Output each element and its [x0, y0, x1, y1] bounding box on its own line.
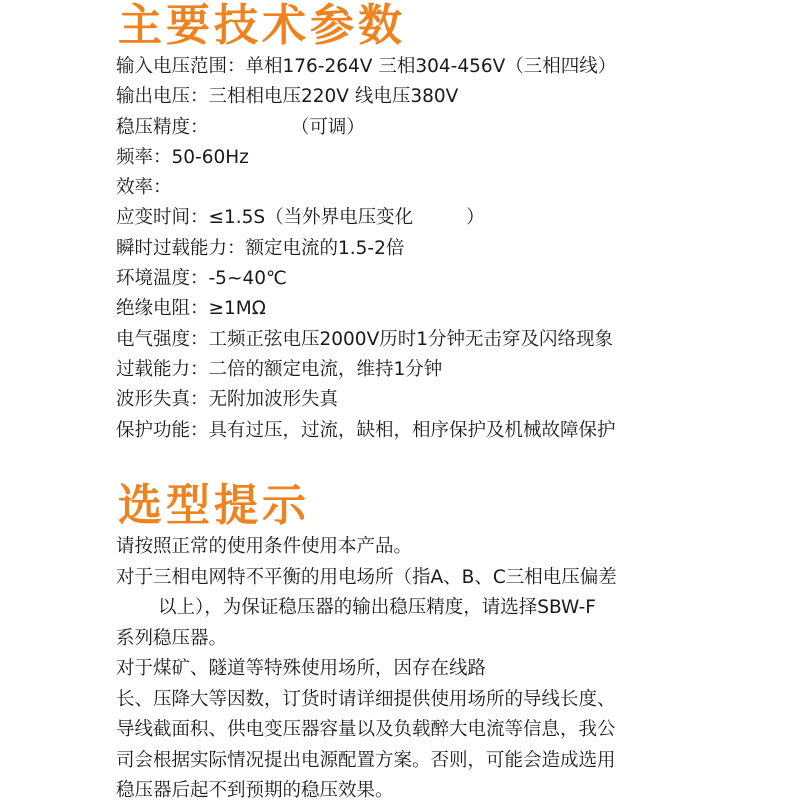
- spec-regulation-accuracy: 稳压精度： （可调）: [116, 116, 365, 138]
- spec-dielectric-strength: 电气强度：工频正弦电压2000V历时1分钟无击穿及闪络现象: [116, 328, 614, 350]
- spec-efficiency: 效率：: [116, 177, 172, 199]
- tip-line: 长、压降大等因数，订货时请详细提供使用场所的导线长度、: [116, 688, 616, 710]
- spec-waveform-distortion: 波形失真：无附加波形失真: [116, 389, 339, 411]
- spec-input-voltage: 输入电压范围：单相176-264V 三相304-456V（三相四线）: [116, 56, 617, 77]
- tip-line: 对于三相电网特不平衡的用电场所（指A、B、C三相电压偏差: [116, 566, 617, 588]
- spec-insulation-resistance: 绝缘电阻：≥1MΩ: [116, 298, 266, 320]
- tip-line: 司会根据实际情况提出电源配置方案。否则，可能会造成选用: [116, 749, 616, 771]
- section-title-specs: 主要技术参数: [118, 0, 406, 51]
- tip-line: 系列稳压器。: [116, 627, 228, 649]
- spec-output-voltage: 输出电压：三相相电压220V 线电压380V: [116, 86, 459, 108]
- tip-line: 请按照正常的使用条件使用本产品。: [116, 536, 413, 557]
- spec-protection: 保护功能：具有过压，过流，缺相，相序保护及机械故障保护: [116, 419, 616, 441]
- section-title-selection: 选型提示: [118, 480, 310, 531]
- spec-ambient-temperature: 环境温度：-5~40℃: [116, 268, 287, 290]
- tip-line: 对于煤矿、隧道等特殊使用场所，因存在线路: [116, 658, 487, 679]
- spec-instant-overload: 瞬时过载能力：额定电流的1.5-2倍: [116, 237, 405, 259]
- spec-response-time: 应变时间：≤1.5S（当外界电压变化 ）: [116, 207, 485, 229]
- tip-line: 以上），为保证稳压器的输出稳压精度，请选择SBW-F: [158, 597, 596, 618]
- selection-tips: [116, 532, 617, 807]
- tip-line: 导线截面积、供电变压器容量以及负载醉大电流等信息，我公: [116, 719, 616, 740]
- spec-list: [116, 52, 616, 446]
- spec-overload-capacity: 过载能力：二倍的额定电流，维持1分钟: [116, 358, 443, 380]
- tip-line: 稳压器后起不到预期的稳压效果。: [116, 780, 394, 801]
- spec-frequency: 频率：50-60Hz: [116, 146, 249, 168]
